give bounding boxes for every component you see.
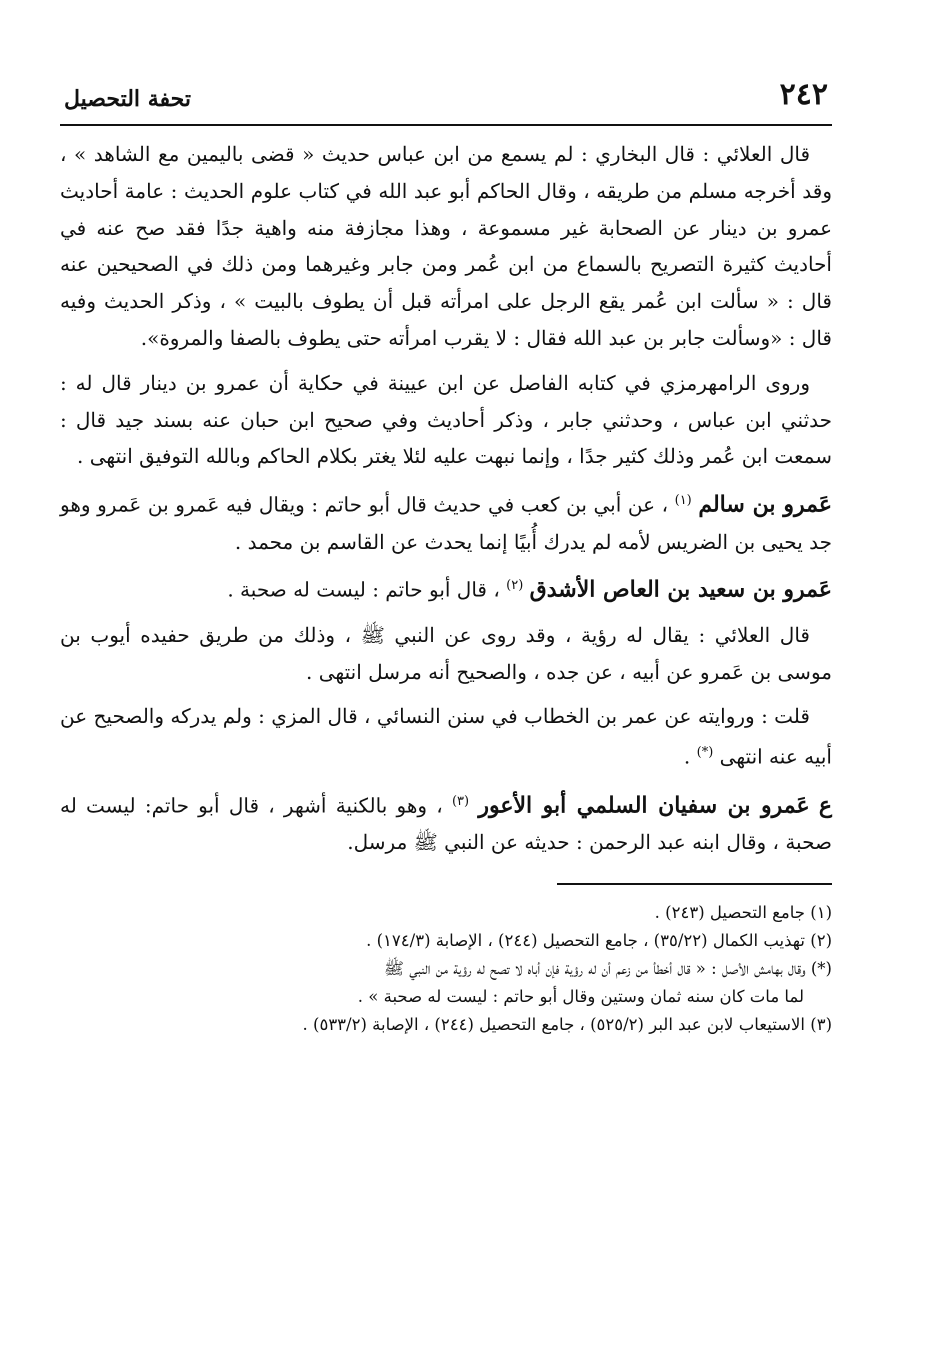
entry-name: عَمرو بن سفيان السلمي أبو الأعور	[478, 792, 810, 819]
page-header	[60, 70, 832, 112]
paragraph-ramahurmuzi: وروى الرامهرمزي في كتابه الفاصل عن ابن عيينة في حكاية أن عمرو بن دينار قال له : حدثني ابن عباس ، وحدثني جابر ، وذكر أحاديث وفي صحيح ابن حبان عنه بسند جيد قال : سمعت ابن عُمر وذلك كثير جدًا ، وإنما نبهت عليه لئلا يغتر بكلام الحاكم وبالله التوفيق انتهى .	[60, 370, 832, 469]
footnote-2: (٢) تهذيب الكمال (٣٥/٢٢) ، جامع التحصيل (٢٤٤) ، الإصابة (١٧٤/٣) .	[366, 930, 832, 950]
footnote-star: (*) وقال بهامش الأصل : « قال أخطأ من زعم أن له رؤية فإن أباه لا تصح له رؤية من النبي ﷺ	[384, 958, 832, 978]
entry-text: ، قال أبو حاتم : ليست له صحبة .	[227, 578, 500, 603]
entry-amr-ibn-sufyan	[60, 784, 832, 861]
entry-amr-ibn-salim	[60, 483, 832, 560]
entry-text: ، وهو بالكنية أشهر ، قال أبو حاتم: ليست له صحبة ، وقال ابنه عبد الرحمن : حديثه عن النبي ﷺ مرسل.	[60, 793, 832, 855]
footnote-rule	[557, 883, 832, 885]
paragraph-text: قلت : وروايته عن عمر بن الخطاب في سنن النسائي ، قال المزي : ولم يدركه والصحيح عن أبيه عنه انتهى	[60, 704, 832, 769]
footnote-ref[interactable]: (٣)	[451, 793, 470, 809]
book-page	[60, 70, 832, 1320]
paragraph-alai-bukhari: قال العلائي : قال البخاري : لم يسمع من ابن عباس حديث « قضى باليمين مع الشاهد » ، وقد أخرجه مسلم من طريقه ، وقال الحاكم أبو عبد الله في كتاب علوم الحديث : عامة أحاديث عمرو بن دينار عن الصحابة غير مسموعة ، وهذا مجازفة منه واهية جدًا فقد صح عنه في أحاديث كثيرة التصريح بالسماع من ابن عُمر ومن جابر وغيرهما ومن ذلك في الصحيحين عنه قال : « سألت ابن عُمر يقع الرجل على امرأته قبل أن يطوف بالبيت » ، وذكر الحديث وفيه قال : «وسألت جابر بن عبد الله فقال : لا يقرب امرأته حتى يطوف بالصفا والمروة».	[60, 142, 832, 350]
paragraph-alai-ruya: قال العلائي : يقال له رؤية ، وقد روى عن النبي ﷺ ، وذلك من طريق حفيده أيوب بن موسى بن عَمرو عن أبيه ، عن جده ، والصحيح أنه مرسل انتهى .	[60, 622, 832, 684]
main-text	[60, 136, 832, 861]
entry-amr-ibn-said	[60, 568, 832, 608]
entry-mark: ع	[818, 792, 833, 819]
footnote-1: (١) جامع التحصيل (٢٤٣) .	[654, 902, 832, 922]
header-rule	[60, 124, 832, 126]
footnote-star-continued: لما مات كان سنه ثمان وستين وقال أبو حاتم : ليست له صحبة » .	[357, 986, 804, 1006]
entry-text: ، عن أبي بن كعب في حديث قال أبو حاتم : ويقال فيه عَمرو بن عَمرو وهو جد يحيى بن الضريس لأمه لم يدرك أُبيًا إنما يحدث عن القاسم بن محمد .	[60, 492, 832, 554]
page-number: ٢٤٢	[779, 77, 828, 112]
footnote-3: (٣) الاستيعاب لابن عبد البر (٥٢٥/٢) ، جامع التحصيل (٢٤٤) ، الإصابة (٥٣٣/٢) .	[302, 1014, 832, 1034]
footnotes	[60, 899, 832, 1039]
paragraph-qult	[60, 698, 832, 775]
footnote-ref[interactable]: (١)	[674, 493, 692, 509]
running-title: تحفة التحصيل	[64, 86, 191, 112]
entry-name: عَمرو بن سالم	[698, 491, 833, 518]
entry-name: عَمرو بن سعيد بن العاص الأشدق	[529, 577, 832, 604]
footnote-ref[interactable]: (٢)	[506, 578, 524, 594]
paragraph-end: .	[683, 744, 691, 769]
footnote-ref[interactable]: (*)	[696, 745, 714, 761]
